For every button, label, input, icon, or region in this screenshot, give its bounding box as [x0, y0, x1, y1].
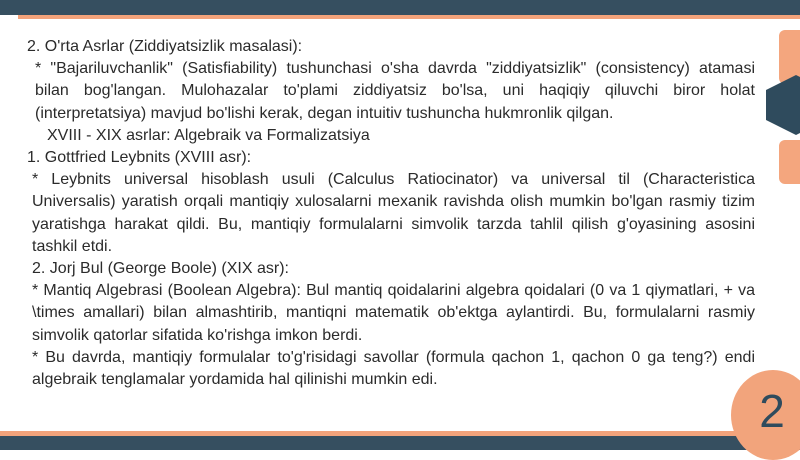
subheading-boole: 2. Jorj Bul (George Boole) (XIX asr):: [32, 260, 289, 278]
section-heading-xviii-xix: XVIII - XIX asrlar: Algebraik va Formalizatsiya: [47, 126, 370, 144]
slide-content: [27, 36, 755, 391]
paragraph-formula-questions: * Bu davrda, mantiqiy formulalar to'g'risidagi savollar (formula qachon 1, qachon 0 ga teng?) endi algebraik tenglamalar yordamida hal qilinishi mumkin edi.: [32, 348, 755, 389]
side-tab-bottom: [779, 140, 800, 184]
paragraph-leibniz: * Leybnits universal hisoblash usuli (Calculus Ratiocinator) va universal til (Characteristica Universalis) yaratish orqali mantiqiy xulosalarni mexanik ravishda olish mumkin bo'lgan rasmiy tizim yaratishga harakat qildi. Bu, mantiqiy formulalarni simvolik tarzda tahlil qilish g'oyasining asosini tashkil etdi.: [32, 171, 755, 255]
bottom-bar: [0, 436, 800, 450]
section-heading-middle-ages: 2. O'rta Asrlar (Ziddiyatsizlik masalasi):: [27, 38, 303, 55]
subheading-leibniz: 1. Gottfried Leybnits (XVIII asr):: [27, 149, 252, 167]
side-hexagon: [766, 75, 800, 135]
paragraph-boolean-algebra: * Mantiq Algebrasi (Boolean Algebra): Bul mantiq qoidalarini algebra qoidalari (0 va 1 qiymatlari, + va \times amallari) bilan almashtirib, mantiqni matematik ob'ektga aylantirdi. Bu, formulalarni rasmiy simvolik qatorlar sifatida ko'rishga imkon berdi.: [32, 282, 755, 344]
top-bar: [0, 0, 800, 15]
paragraph-satisfiability: * "Bajariluvchanlik" (Satisfiability) tushunchasi o'sha davrda "ziddiyatsizlik" (consistency) atamasi bilan bog'langan. Mulohazalar to'plami ziddiyatsiz bo'lsa, uni haqiqiy qiluvchi biror holat (interpretatsiya) mavjud bo'lishi kerak, degan intuitiv tushuncha hukmronlik qilgan.: [35, 60, 755, 122]
top-accent-stripe: [18, 15, 800, 19]
page-number: 2: [759, 385, 785, 437]
